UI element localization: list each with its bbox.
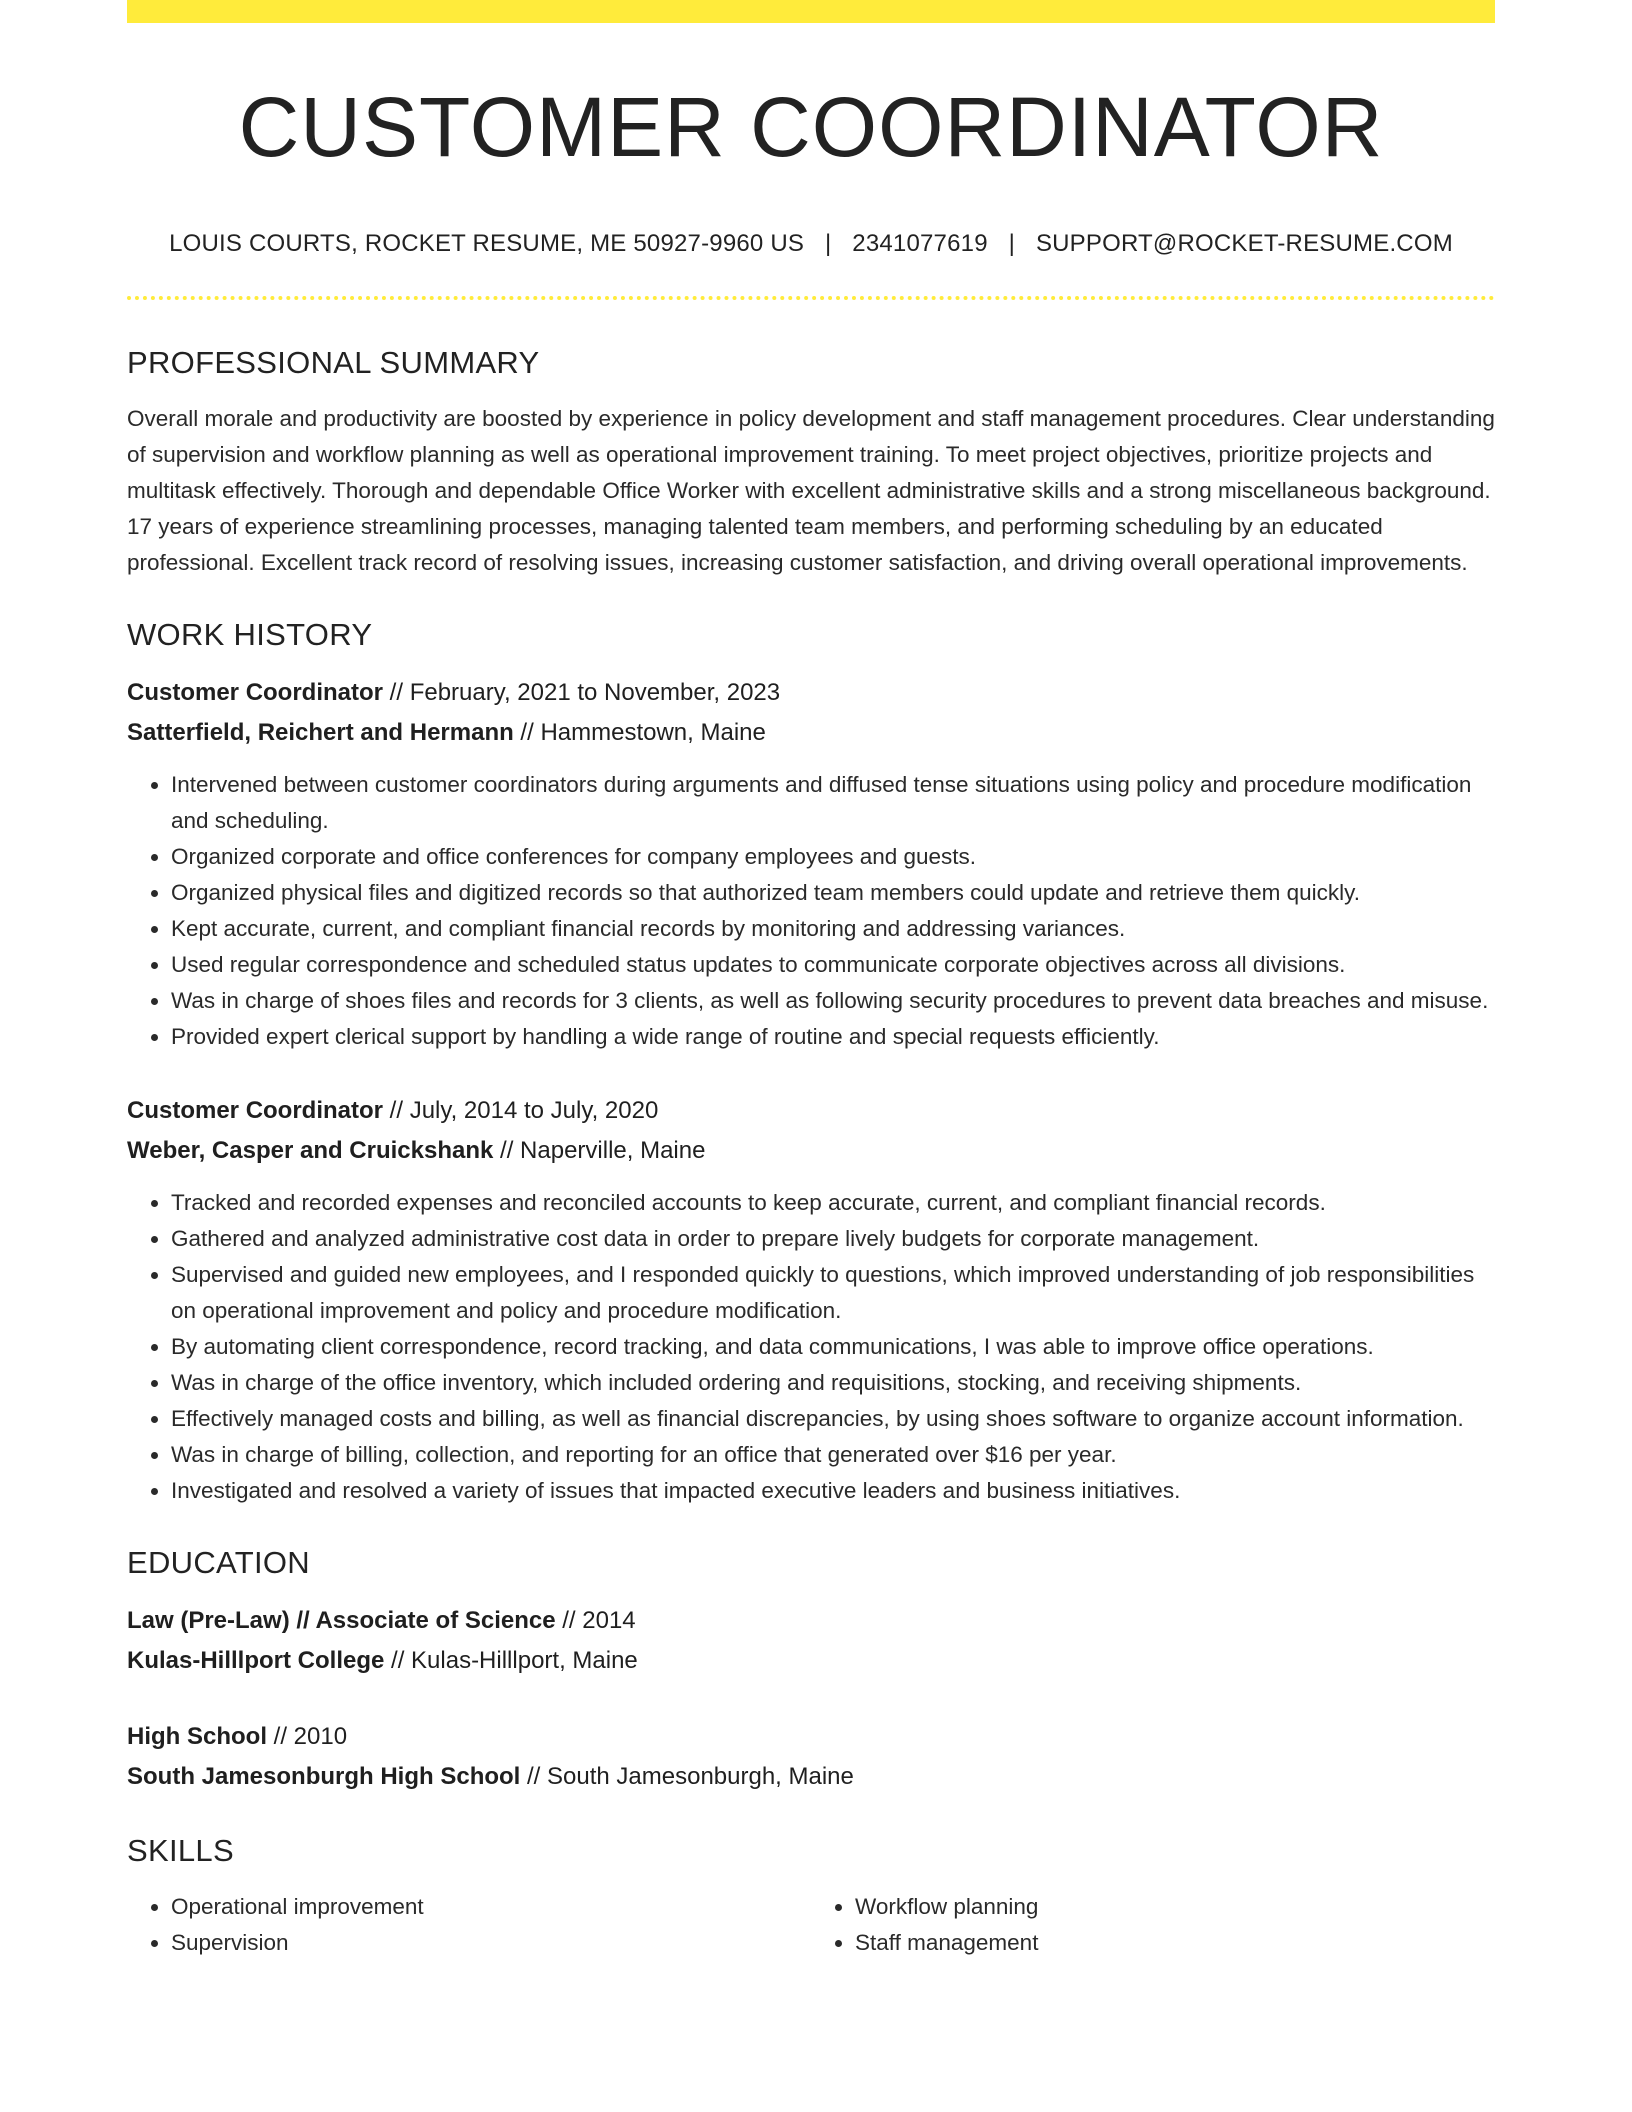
- skills-list-left: [127, 1889, 811, 1961]
- education-school-line: [127, 1757, 1495, 1797]
- skill-item: • Staff management: [855, 1925, 1495, 1961]
- resume-page: [127, 0, 1495, 1961]
- skills-list-right: [811, 1889, 1495, 1961]
- job-entry: [127, 1091, 1495, 1509]
- education-location: // South Jamesonburgh, Maine: [520, 1763, 854, 1791]
- education-entry: [127, 1601, 1495, 1681]
- education-heading: EDUCATION: [127, 1545, 310, 1581]
- skills-columns: [127, 1889, 1495, 1961]
- skill-item: • Supervision: [171, 1925, 811, 1961]
- job-bullet: • Supervised and guided new employees, and I responded quickly to questions, which improved understanding of job responsibilities on operational improvement and policy and procedure modification.: [171, 1257, 1495, 1329]
- skill-item: • Operational improvement: [171, 1889, 811, 1925]
- education-school: South Jamesonburgh High School: [127, 1763, 521, 1791]
- job-title-line: [127, 1091, 1495, 1131]
- summary-heading: PROFESSIONAL SUMMARY: [127, 345, 540, 381]
- education-degree-line: [127, 1717, 1495, 1757]
- job-bullet: • By automating client correspondence, record tracking, and data communications, I was able to improve office operations.: [171, 1329, 1495, 1365]
- education-year: // 2014: [555, 1607, 636, 1635]
- job-location: // Naperville, Maine: [493, 1137, 706, 1165]
- job-bullet: • Effectively managed costs and billing, as well as financial discrepancies, by using shoes software to organize account information.: [171, 1401, 1495, 1437]
- job-bullet: • Was in charge of the office inventory, which included ordering and requisitions, stocking, and receiving shipments.: [171, 1365, 1495, 1401]
- job-company-line: [127, 1131, 1495, 1171]
- job-bullet: • Gathered and analyzed administrative cost data in order to prepare lively budgets for corporate management.: [171, 1221, 1495, 1257]
- education-entry: [127, 1717, 1495, 1797]
- job-bullet-list: [127, 767, 1495, 1055]
- contact-line: [127, 230, 1495, 258]
- job-bullet: • Organized corporate and office conferences for company employees and guests.: [171, 839, 1495, 875]
- contact-separator: |: [1008, 230, 1016, 258]
- job-location: // Hammestown, Maine: [513, 719, 766, 747]
- job-bullet: • Was in charge of billing, collection, and reporting for an office that generated over $16 per year.: [171, 1437, 1495, 1473]
- contact-address: LOUIS COURTS, ROCKET RESUME, ME 50927-9960 US: [169, 230, 805, 258]
- job-bullet: • Provided expert clerical support by handling a wide range of routine and special requests efficiently.: [171, 1019, 1495, 1055]
- education-degree: Law (Pre-Law) // Associate of Science: [127, 1607, 556, 1635]
- education-school-line: [127, 1641, 1495, 1681]
- job-bullet: • Tracked and recorded expenses and reconciled accounts to keep accurate, current, and compliant financial records.: [171, 1185, 1495, 1221]
- job-bullet: • Organized physical files and digitized records so that authorized team members could update and retrieve them quickly.: [171, 875, 1495, 911]
- job-title-line: [127, 673, 1495, 713]
- education-year: // 2010: [267, 1723, 348, 1751]
- skills-heading: SKILLS: [127, 1833, 234, 1869]
- job-role: Customer Coordinator: [127, 679, 384, 707]
- job-company: Weber, Casper and Cruickshank: [127, 1137, 494, 1165]
- job-bullet: • Used regular correspondence and scheduled status updates to communicate corporate objectives across all divisions.: [171, 947, 1495, 983]
- skill-item: • Workflow planning: [855, 1889, 1495, 1925]
- job-bullet: • Intervened between customer coordinators during arguments and diffused tense situations using policy and procedure modification and scheduling.: [171, 767, 1495, 839]
- job-dates: // July, 2014 to July, 2020: [383, 1097, 659, 1125]
- education-school: Kulas-Hilllport College: [127, 1647, 385, 1675]
- job-role: Customer Coordinator: [127, 1097, 384, 1125]
- job-entry: [127, 673, 1495, 1055]
- job-bullet: • Was in charge of shoes files and records for 3 clients, as well as following security procedures to prevent data breaches and misuse.: [171, 983, 1495, 1019]
- job-bullet: • Kept accurate, current, and compliant financial records by monitoring and addressing variances.: [171, 911, 1495, 947]
- contact-separator: |: [824, 230, 832, 258]
- education-degree-line: [127, 1601, 1495, 1641]
- dotted-divider: [127, 296, 1495, 300]
- resume-title: CUSTOMER COORDINATOR: [238, 80, 1384, 174]
- job-dates: // February, 2021 to November, 2023: [383, 679, 781, 707]
- job-bullet: • Investigated and resolved a variety of issues that impacted executive leaders and business initiatives.: [171, 1473, 1495, 1509]
- job-bullet-list: [127, 1185, 1495, 1509]
- accent-top-bar: [127, 0, 1495, 23]
- education-degree: High School: [127, 1723, 267, 1751]
- summary-text: Overall morale and productivity are boosted by experience in policy development and staff management procedures. Clear understanding of supervision and workflow planning as well as operational improvement training. To meet project objectives, prioritize projects and multitask effectively. Thorough and dependable Office Worker with excellent administrative skills and a strong miscellaneous background. 17 years of experience streamlining processes, managing talented team members, and performing scheduling by an educated professional. Excellent track record of resolving issues, increasing customer satisfaction, and driving overall operational improvements.: [127, 406, 1495, 576]
- job-company-line: [127, 713, 1495, 753]
- job-company: Satterfield, Reichert and Hermann: [127, 719, 514, 747]
- contact-phone: 2341077619: [852, 230, 988, 258]
- education-location: // Kulas-Hilllport, Maine: [384, 1647, 638, 1675]
- work-history-heading: WORK HISTORY: [127, 617, 373, 653]
- contact-email: SUPPORT@ROCKET-RESUME.COM: [1035, 230, 1453, 258]
